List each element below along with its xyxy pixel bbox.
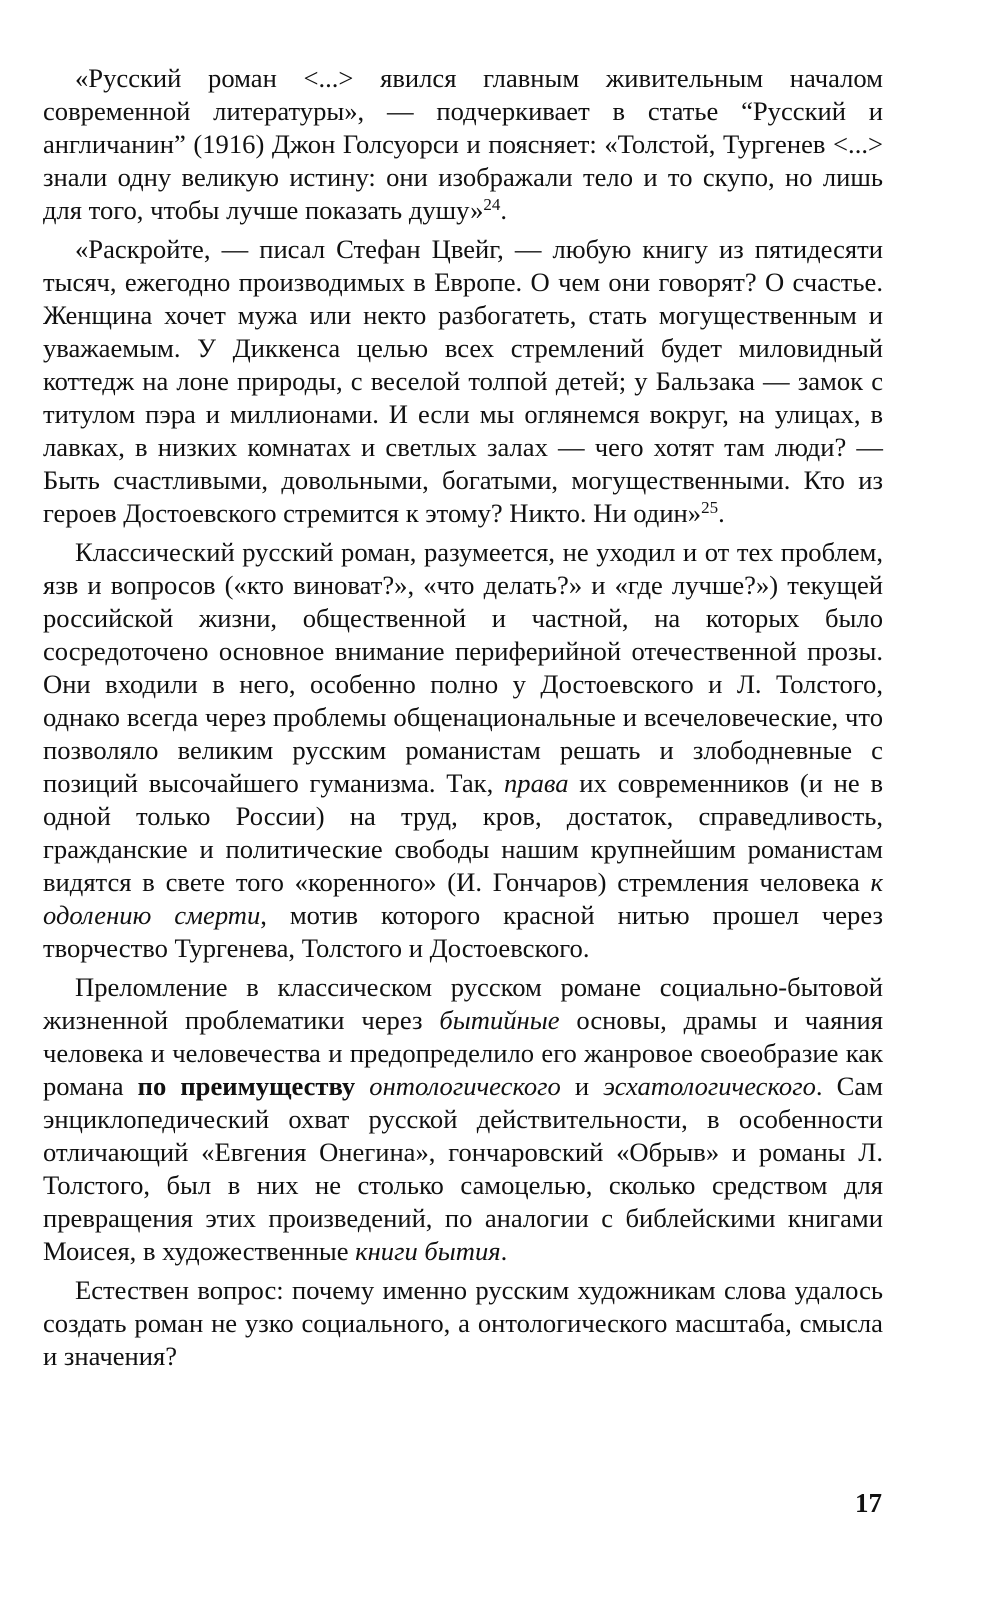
text-run: . — [500, 1236, 508, 1266]
text-run — [355, 1071, 369, 1101]
text-run: основы, драмы и чаяния человека и человечества и предопределило его жанровое своеобразие как романа — [43, 1005, 884, 1101]
paragraph — [43, 971, 883, 1268]
text-run: «Раскройте, — писал Стефан Цвейг, — любую книгу из пятидесяти тысяч, ежегодно производимых в Европе. О чем они говорят? О счастье. Женщина хочет мужа или некто разбогатеть, стать могущественным и уважаемым. У Диккенса целью всех стремлений будет миловидный коттедж на лоне природы, с веселой толпой детей; у Бальзака — замок с титулом пэра и миллионами. И если мы оглянемся вокруг, на улицах, в лавках, в низких комнатах и светлых залах — чего хотят там люди? — Быть счастливыми, довольными, богатыми, могущественными. Кто из героев Достоевского стремится к этому? Никто. Ни один» — [43, 234, 883, 528]
text-run: и — [560, 1071, 604, 1101]
paragraph — [43, 233, 883, 530]
emphasis-text: права — [503, 768, 569, 798]
emphasis-text: к одолению смерти — [43, 867, 883, 930]
footnote-ref: 24 — [483, 195, 501, 214]
paragraph — [43, 62, 883, 227]
emphasis-text: онтологического — [369, 1071, 561, 1101]
emphasis-text: бытийные — [439, 1005, 560, 1035]
text-run: . Сам энциклопедический охват русской действительности, в особенности отличающий «Евгения Онегина», гончаровский «Обрыв» и романы Л. Толстого, был в них не столько самоцелью, сколько средством для превращения этих произведений, по аналогии с библейскими книгами Моисея, в художественные — [43, 1071, 883, 1266]
paragraph — [43, 536, 883, 965]
text-run: Преломление в классическом русском романе социально-бытовой жизненной проблематики через — [43, 972, 883, 1035]
emphasis-text: эсхатологического — [603, 1071, 816, 1101]
text-run: их современников (и не в одной только России) на труд, кров, достаток, справедливость, гражданские и политические свободы нашим крупнейшим романистам видятся в свете того «коренного» (И. Гончаров) стремления человека — [43, 768, 884, 897]
text-run: Естествен вопрос: почему именно русским художникам слова удалось создать роман не узко социального, а онтологического масштаба, смысла и значения? — [43, 1275, 883, 1371]
footnote-ref: 25 — [701, 498, 719, 517]
emphasis-text: книги бытия — [355, 1236, 501, 1266]
text-run: «Русский роман <...> явился главным живительным началом современной литературы», — подчеркивает в статье “Русский и англичанин” (1916) Джон Голсуорси и поясняет: «Толстой, Тургенев <...> знали одну великую истину: они изображали тело и то скупо, но лишь для того, чтобы лучше показать душу» — [43, 63, 883, 225]
text-run: . — [718, 498, 725, 528]
page-body — [43, 62, 883, 1379]
text-run: Классический русский роман, разумеется, не уходил и от тех проблем, язв и вопросов («кто виноват?», «что делать?» и «где лучше?») текущей российской жизни, общественной и частной, на которых было сосредоточено основное внимание периферийной отечественной прозы. Они входили в него, особенно полно у Достоевского и Л. Толстого, однако всегда через проблемы общенациональные и всечеловеческие, что позволяло великим русским романистам решать и злободневные с позиций высочайшего гуманизма. Так, — [43, 537, 883, 798]
text-run: , мотив которого красной нитью прошел через творчество Тургенева, Толстого и Достоевского. — [43, 900, 883, 963]
page-number: 17 — [855, 1488, 882, 1518]
text-run: . — [500, 195, 508, 225]
paragraph — [43, 1274, 883, 1373]
bold-text: по преимуществу — [137, 1071, 356, 1101]
